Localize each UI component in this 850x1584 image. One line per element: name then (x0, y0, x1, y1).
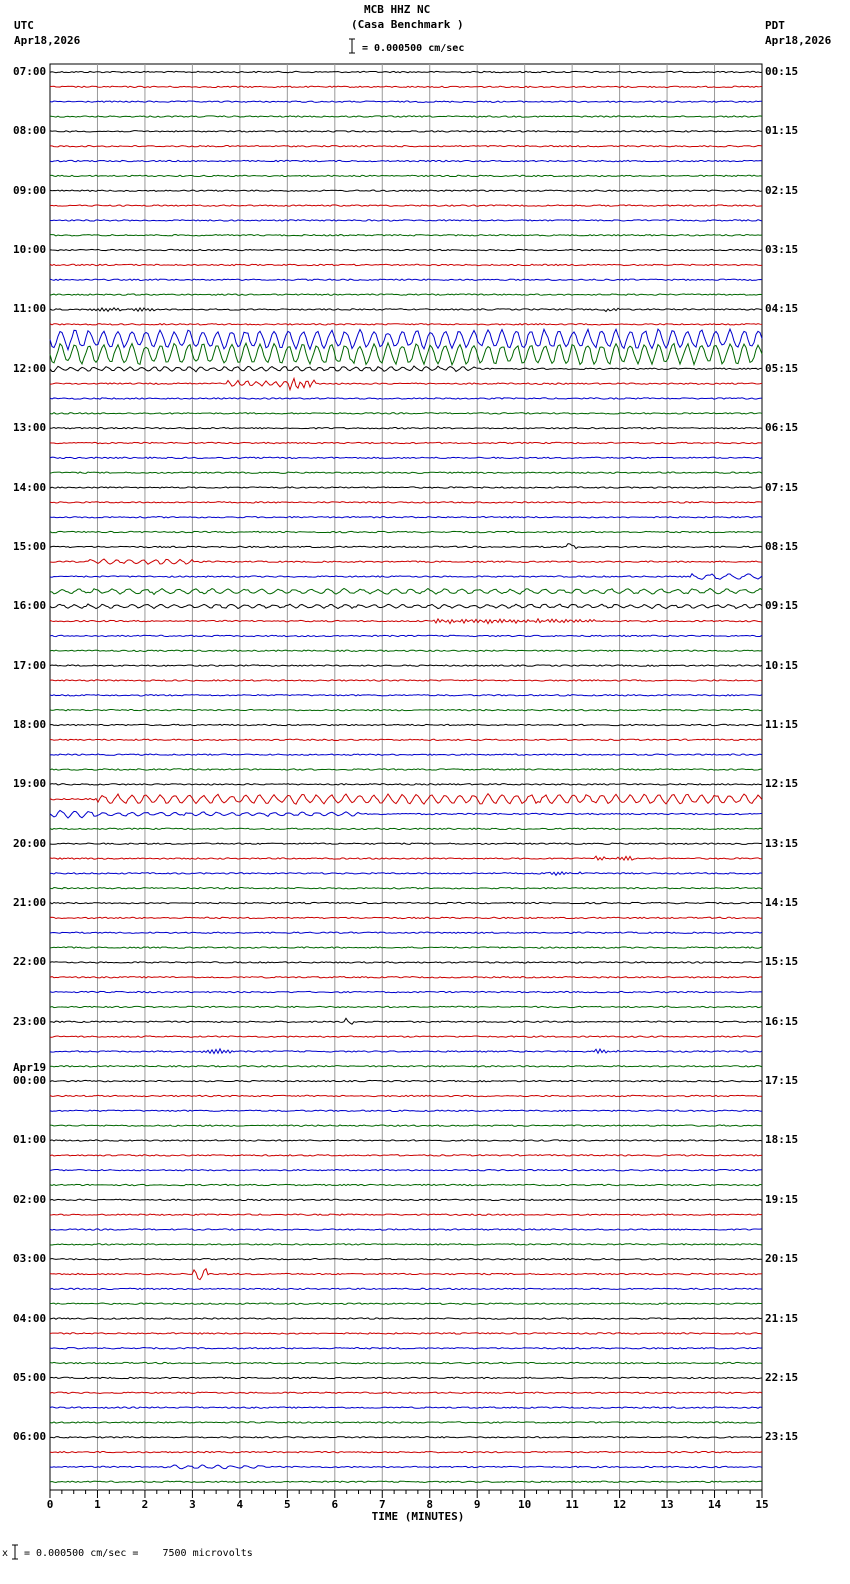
seismic-trace (50, 1184, 762, 1185)
seismic-trace (50, 279, 762, 280)
pdt-hour-label: 16:15 (765, 1014, 799, 1028)
seismic-trace (50, 324, 762, 325)
seismic-trace (50, 1036, 762, 1037)
x-tick-label: 5 (284, 1498, 291, 1511)
seismic-trace (50, 695, 762, 696)
seismic-trace (50, 794, 762, 804)
utc-hour-label: 20:00 (13, 836, 47, 850)
utc-hour-label: 07:00 (13, 65, 47, 78)
seismic-trace (50, 378, 762, 389)
utc-hour-label: 05:00 (13, 1370, 47, 1384)
seismic-trace (50, 472, 762, 473)
seismic-trace (50, 457, 762, 458)
seismic-trace (50, 235, 762, 236)
seismic-trace (50, 442, 762, 443)
left-timezone: UTC (14, 19, 34, 32)
pdt-hour-label: 22:15 (765, 1370, 799, 1384)
seismic-trace (50, 531, 762, 532)
seismic-trace (50, 559, 762, 564)
pdt-hour-label: 05:15 (765, 361, 799, 375)
utc-hour-label: 13:00 (13, 421, 47, 435)
seismic-trace (50, 544, 762, 549)
seismic-trace (50, 1377, 762, 1378)
plot-frame (50, 64, 762, 1490)
pdt-hour-label: 07:15 (765, 480, 799, 494)
x-tick-label: 6 (331, 1498, 339, 1511)
utc-hour-label: 23:00 (13, 1014, 47, 1028)
seismic-trace (50, 1244, 762, 1245)
x-tick-label: 7 (378, 1498, 386, 1511)
seismic-trace (50, 1080, 762, 1081)
seismic-trace (50, 665, 762, 666)
utc-hour-label: 08:00 (13, 124, 47, 138)
seismic-trace (50, 574, 762, 580)
pdt-hour-label: 21:15 (765, 1311, 799, 1325)
seismic-trace (50, 101, 762, 102)
pdt-hour-label: 13:15 (765, 836, 799, 850)
pdt-hour-label: 18:15 (765, 1133, 799, 1147)
seismic-trace (50, 487, 762, 488)
utc-hour-label: 01:00 (13, 1133, 47, 1147)
right-date: Apr18,2026 (765, 34, 832, 47)
date-change-label: Apr19 (13, 1061, 47, 1075)
x-tick-label: 10 (518, 1498, 532, 1511)
seismic-trace (50, 947, 762, 948)
x-tick-label: 13 (660, 1498, 674, 1511)
seismic-trace (50, 604, 762, 609)
seismic-trace (50, 619, 762, 624)
seismic-trace (50, 1155, 762, 1156)
seismic-trace (50, 902, 762, 903)
seismic-trace (50, 843, 762, 844)
x-tick-label: 15 (755, 1498, 769, 1511)
seismic-trace (50, 1392, 762, 1393)
seismic-trace (50, 1362, 762, 1363)
pdt-hour-label: 11:15 (765, 717, 799, 731)
pdt-hour-label: 00:15 (765, 65, 799, 78)
seismic-trace (50, 1259, 762, 1260)
seismic-trace (50, 1481, 762, 1482)
seismic-trace (50, 739, 762, 740)
station-title: MCB HHZ NC (364, 3, 431, 16)
seismic-trace (50, 1066, 762, 1067)
seismic-trace (50, 1199, 762, 1200)
right-timezone: PDT (765, 19, 785, 32)
seismic-trace (50, 1018, 762, 1024)
x-tick-label: 1 (94, 1498, 101, 1511)
seismic-trace (50, 810, 762, 818)
pdt-hour-label: 17:15 (765, 1074, 799, 1088)
seismic-trace (50, 1422, 762, 1423)
seismic-trace (50, 249, 762, 250)
seismic-trace (50, 366, 762, 372)
x-axis-label: TIME (MINUTES) (371, 1510, 465, 1523)
seismic-trace (50, 1333, 762, 1334)
seismic-trace (50, 1451, 762, 1452)
seismic-trace (50, 1303, 762, 1304)
pdt-hour-label: 14:15 (765, 896, 799, 910)
scale-label: = 0.000500 cm/sec (362, 43, 465, 54)
seismic-trace (50, 116, 762, 117)
seismic-trace (50, 175, 762, 176)
seismic-trace (50, 888, 762, 889)
seismic-trace (50, 343, 762, 365)
utc-hour-label: 09:00 (13, 183, 47, 197)
seismic-trace (50, 413, 762, 414)
utc-hour-label: 00:00 (13, 1074, 47, 1088)
seismic-trace (50, 190, 762, 191)
seismic-trace (50, 1110, 762, 1111)
seismic-trace (50, 932, 762, 933)
utc-hour-label: 10:00 (13, 243, 47, 257)
x-tick-label: 9 (473, 1498, 481, 1511)
seismic-trace (50, 724, 762, 725)
seismic-trace (50, 131, 762, 132)
seismic-trace (50, 991, 762, 992)
seismic-trace (50, 427, 762, 428)
seismic-trace (50, 709, 762, 710)
x-tick-label: 12 (612, 1498, 627, 1511)
seismic-trace (50, 71, 762, 72)
footer-prefix: x (2, 1548, 9, 1559)
seismic-trace (50, 1125, 762, 1126)
seismic-trace (50, 1407, 762, 1408)
x-tick-label: 2 (141, 1498, 149, 1511)
seismic-trace (50, 977, 762, 978)
seismic-trace (50, 1095, 762, 1096)
seismic-trace (50, 872, 762, 876)
seismic-trace (50, 220, 762, 221)
pdt-hour-label: 02:15 (765, 183, 799, 197)
seismic-trace (50, 1229, 762, 1230)
utc-hour-label: 16:00 (13, 599, 47, 613)
x-tick-label: 14 (707, 1498, 722, 1511)
seismic-trace (50, 917, 762, 918)
seismic-trace (50, 1437, 762, 1438)
seismic-trace (50, 146, 762, 147)
seismic-trace (50, 86, 762, 87)
seismic-trace (50, 650, 762, 651)
utc-hour-label: 15:00 (13, 539, 47, 553)
pdt-hour-label: 04:15 (765, 302, 799, 316)
pdt-hour-label: 10:15 (765, 658, 799, 672)
pdt-hour-label: 15:15 (765, 955, 799, 969)
pdt-hour-label: 19:15 (765, 1192, 799, 1206)
seismic-trace (50, 769, 762, 770)
seismic-trace (50, 329, 762, 350)
utc-hour-label: 06:00 (13, 1430, 47, 1444)
seismic-trace (50, 1006, 762, 1007)
utc-hour-label: 17:00 (13, 658, 47, 672)
seismic-trace (50, 502, 762, 503)
seismic-trace (50, 680, 762, 681)
seismic-trace (50, 1465, 762, 1469)
seismic-trace (50, 160, 762, 161)
utc-hour-label: 19:00 (13, 777, 47, 791)
seismic-trace (50, 828, 762, 829)
seismic-trace (50, 754, 762, 755)
seismic-trace (50, 1169, 762, 1170)
seismic-trace (50, 1288, 762, 1289)
seismic-trace (50, 588, 762, 594)
utc-hour-label: 12:00 (13, 361, 47, 375)
seismic-trace (50, 294, 762, 295)
seismic-trace (50, 1318, 762, 1319)
seismic-trace (50, 635, 762, 636)
x-tick-label: 8 (426, 1498, 434, 1511)
utc-hour-label: 14:00 (13, 480, 47, 494)
utc-hour-label: 04:00 (13, 1311, 47, 1325)
site-title: (Casa Benchmark ) (351, 18, 464, 31)
seismic-trace (50, 1348, 762, 1349)
seismic-trace (50, 264, 762, 265)
seismic-trace (50, 962, 762, 963)
pdt-hour-label: 20:15 (765, 1252, 799, 1266)
pdt-hour-label: 01:15 (765, 124, 799, 138)
x-tick-label: 4 (236, 1498, 244, 1511)
seismic-trace (50, 308, 762, 312)
footer-scale-bar-icon (11, 1544, 19, 1560)
utc-hour-label: 11:00 (13, 302, 47, 316)
seismic-trace (50, 784, 762, 785)
seismic-trace (50, 1049, 762, 1054)
x-tick-label: 0 (46, 1498, 54, 1511)
utc-hour-label: 03:00 (13, 1252, 47, 1266)
seismic-trace (50, 1140, 762, 1141)
footer-scale-label: = 0.000500 cm/sec = 7500 microvolts (24, 1548, 253, 1559)
pdt-hour-label: 23:15 (765, 1430, 799, 1444)
seismic-trace (50, 1269, 762, 1280)
utc-hour-label: 18:00 (13, 717, 47, 731)
utc-hour-label: 21:00 (13, 896, 47, 910)
seismic-trace (50, 856, 762, 860)
left-date: Apr18,2026 (14, 34, 81, 47)
pdt-hour-label: 03:15 (765, 243, 799, 257)
seismic-trace (50, 205, 762, 206)
seismic-trace (50, 398, 762, 399)
seismic-trace (50, 517, 762, 518)
seismic-trace (50, 1214, 762, 1215)
pdt-hour-label: 06:15 (765, 421, 799, 435)
utc-hour-label: 02:00 (13, 1192, 47, 1206)
pdt-hour-label: 12:15 (765, 777, 799, 791)
pdt-hour-label: 09:15 (765, 599, 799, 613)
utc-hour-label: 22:00 (13, 955, 47, 969)
x-tick-label: 3 (189, 1498, 196, 1511)
x-tick-label: 11 (565, 1498, 579, 1511)
pdt-hour-label: 08:15 (765, 539, 799, 553)
